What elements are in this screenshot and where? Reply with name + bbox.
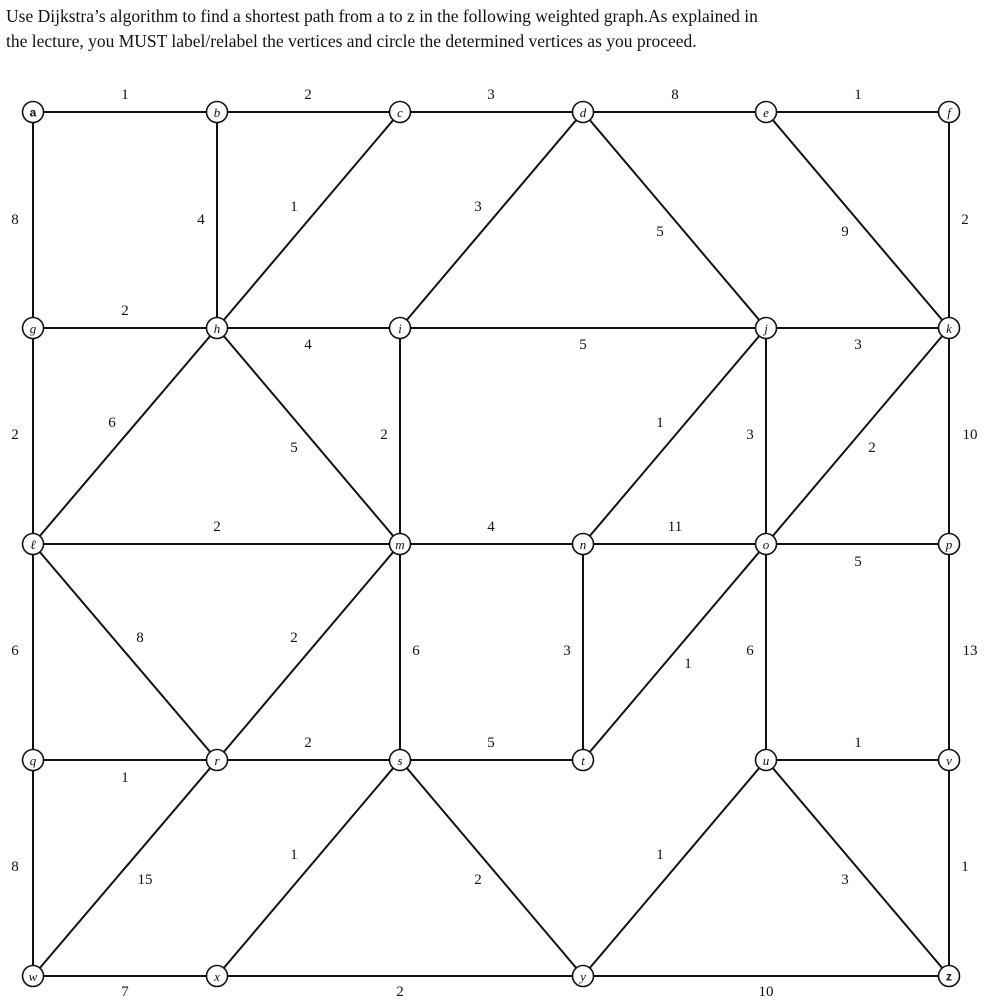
vertex-label: f xyxy=(947,105,951,120)
edge-weight-l-r: 8 xyxy=(136,630,144,646)
edge-weight-o-u: 6 xyxy=(746,643,754,659)
vertex-e[interactable] xyxy=(756,102,777,123)
vertex-label: b xyxy=(213,105,221,120)
vertex-n[interactable] xyxy=(573,534,594,555)
vertex-y[interactable] xyxy=(573,966,594,987)
vertex-label: c xyxy=(397,105,403,120)
edge-weight-y-z: 10 xyxy=(758,984,774,1000)
vertex-f[interactable] xyxy=(939,102,960,123)
edge-weight-d-i: 3 xyxy=(474,199,482,215)
edge-weight-a-b: 1 xyxy=(121,87,129,103)
edge-weight-w-x: 7 xyxy=(121,984,129,1000)
edge-m-r xyxy=(217,544,400,760)
vertex-w[interactable] xyxy=(23,966,44,987)
vertex-x[interactable] xyxy=(207,966,228,987)
vertex-label: i xyxy=(398,321,402,336)
edge-weight-d-e: 8 xyxy=(671,87,679,103)
edge-l-r xyxy=(33,544,217,760)
vertex-label: u xyxy=(762,753,770,768)
edge-weight-j-k: 3 xyxy=(854,337,862,353)
edge-weight-i-j: 5 xyxy=(579,337,587,353)
vertex-h[interactable] xyxy=(207,318,228,339)
edge-weight-p-v: 13 xyxy=(962,643,978,659)
edge-weight-h-l: 6 xyxy=(108,415,116,431)
edge-r-w xyxy=(33,760,217,976)
edge-weight-j-n: 1 xyxy=(656,415,664,431)
edge-c-h xyxy=(217,112,400,328)
edge-weight-q-w: 8 xyxy=(11,859,19,875)
edge-o-t xyxy=(583,544,766,760)
problem-line-1: Use Dijkstra’s algorithm to find a shortest path from a to z in the following weighted graph.As explained in xyxy=(6,6,758,26)
edge-weight-c-d: 3 xyxy=(487,87,495,103)
edge-weight-u-z: 3 xyxy=(841,872,849,888)
vertex-u[interactable] xyxy=(756,750,777,771)
edge-k-o xyxy=(766,328,949,544)
vertex-g[interactable] xyxy=(23,318,44,339)
vertex-label: h xyxy=(213,321,221,336)
edge-s-y xyxy=(400,760,583,976)
vertex-r[interactable] xyxy=(207,750,228,771)
vertex-z[interactable] xyxy=(939,966,960,987)
vertex-a[interactable] xyxy=(23,102,44,123)
edge-weight-j-o: 3 xyxy=(746,427,754,443)
vertex-label: s xyxy=(397,753,403,768)
edge-weight-d-j: 5 xyxy=(656,224,664,240)
edge-u-z xyxy=(766,760,949,976)
edge-weight-h-m: 5 xyxy=(290,440,298,456)
vertex-label: n xyxy=(579,537,587,552)
vertex-label: e xyxy=(763,105,769,120)
edge-weight-g-h: 2 xyxy=(121,303,129,319)
vertex-label: t xyxy=(581,753,585,768)
edge-h-l xyxy=(33,328,217,544)
vertex-label: ℓ xyxy=(30,537,36,552)
vertex-j[interactable] xyxy=(756,318,777,339)
vertex-label: d xyxy=(579,105,587,120)
edge-weight-c-h: 1 xyxy=(290,199,298,215)
edge-weight-b-h: 4 xyxy=(197,212,205,228)
vertex-label: k xyxy=(946,321,952,336)
vertex-label: p xyxy=(945,537,953,552)
edge-e-k xyxy=(766,112,949,328)
vertex-label: a xyxy=(29,105,37,120)
edge-weight-x-y: 2 xyxy=(396,984,404,1000)
edge-weight-s-y: 2 xyxy=(474,872,482,888)
vertex-o[interactable] xyxy=(756,534,777,555)
edge-h-m xyxy=(217,328,400,544)
vertex-label: w xyxy=(28,969,38,984)
edge-weight-m-s: 6 xyxy=(412,643,420,659)
vertex-c[interactable] xyxy=(390,102,411,123)
edge-weight-m-n: 4 xyxy=(487,519,495,535)
edge-weight-o-t: 1 xyxy=(684,656,692,672)
edge-weight-u-v: 1 xyxy=(854,735,862,751)
edge-weight-n-o: 11 xyxy=(667,519,683,535)
vertex-k[interactable] xyxy=(939,318,960,339)
vertex-label: v xyxy=(946,753,952,768)
vertex-d[interactable] xyxy=(573,102,594,123)
edge-weight-b-c: 2 xyxy=(304,87,312,103)
vertex-m[interactable] xyxy=(390,534,411,555)
edge-weight-l-q: 6 xyxy=(11,643,19,659)
vertex-s[interactable] xyxy=(390,750,411,771)
edge-weight-n-t: 3 xyxy=(563,643,571,659)
edge-u-y xyxy=(583,760,766,976)
vertex-label: x xyxy=(214,969,220,984)
edge-weight-i-m: 2 xyxy=(380,427,388,443)
vertex-p[interactable] xyxy=(939,534,960,555)
edge-weight-q-r: 1 xyxy=(121,770,129,786)
edge-weight-a-g: 8 xyxy=(11,212,19,228)
edge-weight-g-l: 2 xyxy=(11,427,19,443)
vertex-label: g xyxy=(29,321,37,336)
vertex-label: j xyxy=(764,321,768,336)
vertex-v[interactable] xyxy=(939,750,960,771)
edge-d-j xyxy=(583,112,766,328)
vertex-q[interactable] xyxy=(23,750,44,771)
edge-j-n xyxy=(583,328,766,544)
edge-weight-v-z: 1 xyxy=(961,859,969,875)
edge-weight-h-i: 4 xyxy=(304,337,312,353)
vertex-label: o xyxy=(762,537,770,552)
vertex-l[interactable] xyxy=(23,534,44,555)
edge-s-x xyxy=(217,760,400,976)
edge-weight-l-m: 2 xyxy=(213,519,221,535)
edge-weight-e-k: 9 xyxy=(841,224,849,240)
edge-weight-e-f: 1 xyxy=(854,87,862,103)
edge-weight-r-w: 15 xyxy=(137,872,153,888)
edge-weight-k-o: 2 xyxy=(868,440,876,456)
edge-weight-u-y: 1 xyxy=(656,847,664,863)
vertex-label: y xyxy=(580,969,586,984)
edge-weight-o-p: 5 xyxy=(854,554,862,570)
problem-line-2: the lecture, you MUST label/relabel the vertices and circle the determined vertices as you proceed. xyxy=(6,31,697,51)
vertex-label: m xyxy=(395,537,405,552)
edge-weight-s-x: 1 xyxy=(290,847,298,863)
vertex-t[interactable] xyxy=(573,750,594,771)
vertex-label: z xyxy=(946,969,952,984)
vertex-b[interactable] xyxy=(207,102,228,123)
edge-weight-r-s: 2 xyxy=(304,735,312,751)
edge-weight-k-p: 10 xyxy=(962,427,978,443)
edge-d-i xyxy=(400,112,583,328)
vertex-label: q xyxy=(29,753,37,768)
edge-weight-s-t: 5 xyxy=(487,735,495,751)
edge-weight-m-r: 2 xyxy=(290,630,298,646)
vertex-label: r xyxy=(214,753,220,768)
vertex-i[interactable] xyxy=(390,318,411,339)
edge-weight-f-k: 2 xyxy=(961,212,969,228)
